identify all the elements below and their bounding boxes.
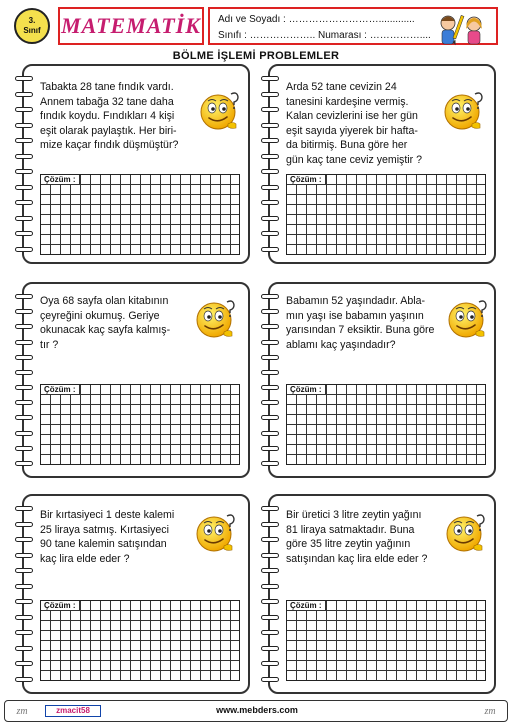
spiral-binding [261,76,279,252]
solution-grid[interactable] [286,600,486,681]
ring-icon [261,615,279,620]
spiral-binding [261,506,279,682]
spiral-binding [15,294,33,466]
problem-card-5 [22,494,250,694]
ring-icon [15,553,33,558]
ring-icon [261,154,279,159]
author-tag: zmacit58 [45,705,101,717]
ring-icon [15,216,33,221]
problem-line: Oya 68 sayfa olan kitabının [40,295,169,307]
problem-line: Babamın 52 yaşındadır. Abla- [286,295,425,307]
ring-icon [15,76,33,81]
problem-line: Bir kırtasiyeci 1 deste kalemi [40,509,175,521]
spiral-binding [261,294,279,466]
ring-icon [261,415,279,420]
ring-icon [261,370,279,375]
problem-line: Annem tabağa 32 tane daha [40,95,174,108]
ring-icon [261,506,279,511]
ring-icon [261,568,279,573]
problem-text [286,80,434,168]
ring-icon [261,646,279,651]
thinking-smiley-icon [194,296,238,340]
problem-line: gün kaç tane ceviz yemiştir ? [286,153,423,166]
problem-line: 25 liraya satmış. Kırtasiyeci [40,523,169,536]
problem-card-4 [268,282,496,478]
ring-icon [261,599,279,604]
ring-icon [15,646,33,651]
ring-icon [15,400,33,405]
grade-label: Sınıf [23,26,41,35]
problem-card-2 [268,64,496,264]
ring-icon [261,385,279,390]
solution-label: Çözüm : [41,385,80,395]
problem-text [286,508,440,566]
ring-icon [261,446,279,451]
ring-icon [15,154,33,159]
ring-icon [15,599,33,604]
problem-line: mın yaşı ise babamın yaşının [286,309,424,322]
ring-icon [261,584,279,589]
spiral-binding [15,506,33,682]
solution-grid[interactable] [40,600,240,681]
problem-line: tanesini kardeşine vermiş. [286,95,409,108]
ring-icon [15,677,33,682]
problem-line: Arda 52 tane cevizin 24 [286,81,397,93]
ring-icon [261,76,279,81]
grade-number: 3. [28,16,36,25]
ring-icon [15,661,33,666]
ring-icon [15,630,33,635]
problem-line: okunacak kaç sayfa kalmış- [40,324,171,337]
ring-icon [261,461,279,466]
ring-icon [15,537,33,542]
ring-icon [15,138,33,143]
ring-icon [15,340,33,345]
solution-label: Çözüm : [287,385,326,395]
kids-illustration-icon [434,11,492,49]
ring-icon [261,294,279,299]
thinking-smiley-icon [198,88,242,132]
grade-badge [14,8,50,44]
ring-icon [261,677,279,682]
thinking-smiley-icon [446,296,490,340]
ring-icon [261,138,279,143]
footer-logo-left: zm [16,706,28,717]
ring-icon [261,247,279,252]
website-link[interactable]: www.mebders.com [216,705,298,715]
problem-line: tır ? [40,338,59,351]
ring-icon [261,537,279,542]
ring-icon [261,553,279,558]
solution-label: Çözüm : [41,601,80,611]
problem-line: da bitirmiş. Buna göre her [286,139,408,152]
page-footer [4,700,508,722]
problem-text [286,294,442,352]
ring-icon [15,231,33,236]
ring-icon [15,385,33,390]
ring-icon [261,340,279,345]
ring-icon [261,400,279,405]
solution-grid[interactable] [286,384,486,465]
ring-icon [261,324,279,329]
ring-icon [15,355,33,360]
ring-icon [15,309,33,314]
ring-icon [261,107,279,112]
ring-icon [15,169,33,174]
problem-line: Tabakta 28 tane fındık vardı. [40,81,174,93]
page-subtitle: BÖLME İŞLEMİ PROBLEMLER [172,50,340,62]
solution-grid[interactable] [40,384,240,465]
ring-icon [261,216,279,221]
subject-title: MATEMATİK [61,13,201,38]
ring-icon [261,309,279,314]
problem-card-6 [268,494,496,694]
name-line: Adı ve Soyadı : ………………………............. [218,14,415,25]
ring-icon [15,615,33,620]
subject-title-box [58,7,204,45]
spiral-binding [15,76,33,252]
ring-icon [261,92,279,97]
ring-icon [15,123,33,128]
ring-icon [15,247,33,252]
ring-icon [15,324,33,329]
thinking-smiley-icon [442,88,486,132]
problem-text [40,80,202,153]
ring-icon [261,169,279,174]
ring-icon [15,415,33,420]
solution-grid[interactable] [40,174,240,255]
ring-icon [261,231,279,236]
ring-icon [15,446,33,451]
problem-line: eşit sayıda yiyerek bir hafta- [286,124,418,137]
thinking-smiley-icon [194,510,238,554]
ring-icon [15,431,33,436]
problem-line: 81 liraya satmaktadır. Buna [286,523,415,536]
problem-line: Bir üretici 3 litre zeytin yağını [286,509,422,521]
ring-icon [15,506,33,511]
problem-card-1 [22,64,250,264]
ring-icon [261,431,279,436]
ring-icon [15,200,33,205]
ring-icon [15,185,33,190]
solution-label: Çözüm : [41,175,80,185]
ring-icon [261,355,279,360]
ring-icon [15,584,33,589]
ring-icon [261,522,279,527]
problem-line: fındık koydu. Fındıkları 4 kişi [40,110,175,123]
solution-label: Çözüm : [287,601,326,611]
solution-grid[interactable] [286,174,486,255]
problem-line: Kalan cevizlerini ise her gün [286,110,418,123]
problem-line: satışından kaç lira elde eder ? [286,552,428,565]
student-info-box [208,7,498,45]
problem-line: eşit olarak paylaştık. Her biri- [40,124,177,137]
ring-icon [15,568,33,573]
ring-icon [261,123,279,128]
problem-line: mize kaçar fındık düşmüştür? [40,139,179,152]
footer-logo-right: zm [484,706,496,717]
ring-icon [261,661,279,666]
ring-icon [15,107,33,112]
ring-icon [15,461,33,466]
ring-icon [261,185,279,190]
problem-text [40,508,190,566]
problem-line: 90 tane kalemin satışından [40,538,167,551]
problem-line: göre 35 litre zeytin yağının [286,538,411,551]
problem-card-3 [22,282,250,478]
ring-icon [15,92,33,97]
ring-icon [261,200,279,205]
problem-line: yarısından 7 eksiktir. Buna göre [286,324,435,337]
problem-line: çeyreğini okumuş. Geriye [40,309,160,322]
problem-text [40,294,190,352]
problem-line: ablamı kaç yaşındadır? [286,338,396,351]
ring-icon [15,370,33,375]
ring-icon [261,630,279,635]
thinking-smiley-icon [444,510,488,554]
ring-icon [15,522,33,527]
problem-line: kaç lira elde eder ? [40,552,130,565]
class-number-line: Sınıfı : ……………….. Numarası : …………….... [218,30,431,41]
ring-icon [15,294,33,299]
solution-label: Çözüm : [287,175,326,185]
